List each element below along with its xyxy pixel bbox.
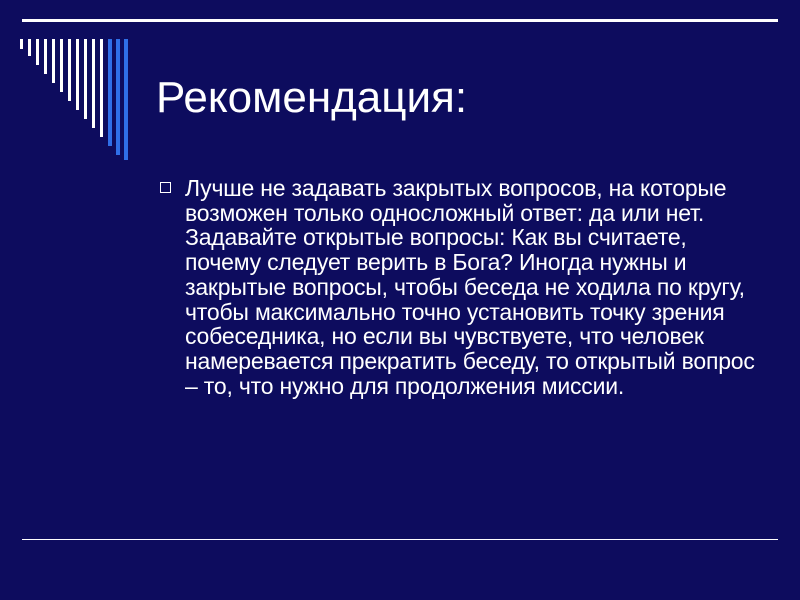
stripe: [124, 39, 128, 160]
stripe: [108, 39, 112, 146]
stripe: [20, 39, 23, 49]
stripe: [44, 39, 47, 74]
hollow-square-bullet-icon: [160, 182, 171, 193]
bullet-text: Лучше не задавать закрытых вопросов, на которые возможен только односложный ответ: да или нет. Задавайте открытые вопросы: Как вы считаете, почему следует верить в Бога? Иногда нужны и закрытые вопросы, чтобы беседа не ходила по кругу, чтобы максимально точно установить точку зрения собеседника, но если вы чувствуете, что человек намеревается прекратить беседу, то открытый вопрос – то, что нужно для продолжения миссии.: [185, 175, 755, 399]
stripe: [52, 39, 55, 83]
stripe: [60, 39, 63, 92]
bottom-divider: [22, 539, 778, 540]
stripe: [36, 39, 39, 65]
stripe: [84, 39, 87, 119]
decorative-stripes: [0, 0, 140, 170]
slide-title: Рекомендация:: [156, 73, 468, 122]
stripe: [76, 39, 79, 110]
bullet-item: [158, 176, 758, 398]
stripe: [92, 39, 95, 128]
stripe: [28, 39, 31, 56]
bullet-list: [158, 176, 758, 398]
stripe: [100, 39, 103, 137]
stripe: [68, 39, 71, 101]
stripe: [116, 39, 120, 155]
